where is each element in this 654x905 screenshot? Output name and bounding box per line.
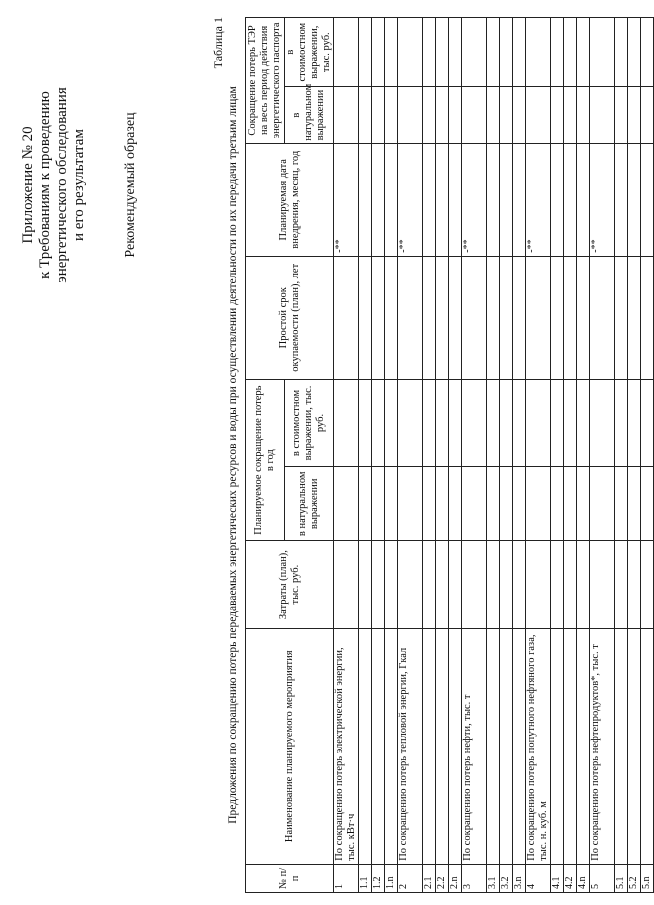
- row-planned-natural-cell: [564, 467, 577, 541]
- table-row: [398, 18, 423, 893]
- table-row: [526, 18, 551, 893]
- row-measure-name: [436, 628, 449, 864]
- row-payback-cell: [449, 256, 462, 379]
- column-header-planned-value: в стоимостном выражении, тыс. руб.: [285, 379, 334, 466]
- row-total-value-cell: [385, 18, 398, 87]
- row-measure-name: По сокращению потерь нефти, тыс. т: [462, 628, 487, 864]
- row-planned-natural-cell: [526, 467, 551, 541]
- row-cost-cell: [372, 541, 385, 628]
- row-number: 2.n: [449, 864, 462, 892]
- row-total-natural-cell: [551, 87, 564, 143]
- row-number: 4.2: [564, 864, 577, 892]
- row-total-natural-cell: [449, 87, 462, 143]
- row-planned-value-cell: [513, 379, 526, 466]
- recommended-sample-note: Рекомендуемый образец: [123, 112, 138, 258]
- row-payback-cell: [436, 256, 449, 379]
- table-row: [423, 18, 436, 893]
- row-cost-cell: [513, 541, 526, 628]
- row-cost-cell: [462, 541, 487, 628]
- row-payback-cell: [372, 256, 385, 379]
- row-total-natural-cell: [334, 87, 359, 143]
- row-date-cell: [513, 143, 526, 256]
- row-total-value-cell: [462, 18, 487, 87]
- row-date-cell: [551, 143, 564, 256]
- row-total-natural-cell: [500, 87, 513, 143]
- document-title: Предложения по сокращению потерь передаваемых энергетических ресурсов и воды при осуществлении деятельности по их передачи третьим лицам: [227, 86, 239, 824]
- row-cost-cell: [423, 541, 436, 628]
- row-total-natural-cell: [577, 87, 590, 143]
- row-planned-natural-cell: [372, 467, 385, 541]
- table-row: [436, 18, 449, 893]
- row-measure-name: [487, 628, 500, 864]
- row-cost-cell: [487, 541, 500, 628]
- row-date-cell: [628, 143, 641, 256]
- column-header-number: № п/п: [246, 864, 334, 892]
- row-payback-cell: [526, 256, 551, 379]
- row-total-value-cell: [590, 18, 615, 87]
- row-total-value-cell: [449, 18, 462, 87]
- row-planned-value-cell: [449, 379, 462, 466]
- row-total-value-cell: [372, 18, 385, 87]
- row-planned-natural-cell: [449, 467, 462, 541]
- row-planned-value-cell: [334, 379, 359, 466]
- column-header-planned-reduction: Планируемое сокращение потерь в год: [246, 379, 285, 541]
- row-date-cell: [423, 143, 436, 256]
- row-cost-cell: [641, 541, 654, 628]
- column-header-payback: Простой срок окупаемости (план), лет: [246, 256, 334, 379]
- row-number: 1.2: [372, 864, 385, 892]
- row-planned-value-cell: [590, 379, 615, 466]
- row-cost-cell: [385, 541, 398, 628]
- row-number: 1: [334, 864, 359, 892]
- row-total-natural-cell: [436, 87, 449, 143]
- row-planned-value-cell: [359, 379, 372, 466]
- row-measure-name: По сокращению потерь попутного нефтяного газа, тыс. н. куб. м: [526, 628, 551, 864]
- row-planned-natural-cell: [513, 467, 526, 541]
- row-planned-value-cell: [551, 379, 564, 466]
- row-total-natural-cell: [372, 87, 385, 143]
- row-date-cell: [449, 143, 462, 256]
- row-number: 4: [526, 864, 551, 892]
- row-measure-name: [628, 628, 641, 864]
- row-number: 3.1: [487, 864, 500, 892]
- row-measure-name: [500, 628, 513, 864]
- row-total-value-cell: [334, 18, 359, 87]
- row-cost-cell: [359, 541, 372, 628]
- row-date-cell: -**: [334, 143, 359, 256]
- row-cost-cell: [577, 541, 590, 628]
- row-payback-cell: [577, 256, 590, 379]
- row-payback-cell: [551, 256, 564, 379]
- row-total-natural-cell: [398, 87, 423, 143]
- row-planned-natural-cell: [641, 467, 654, 541]
- row-payback-cell: [487, 256, 500, 379]
- table-row: [615, 18, 628, 893]
- table-row: [359, 18, 372, 893]
- table-row: [628, 18, 641, 893]
- row-planned-value-cell: [615, 379, 628, 466]
- row-planned-value-cell: [385, 379, 398, 466]
- row-planned-natural-cell: [423, 467, 436, 541]
- row-number: 5: [590, 864, 615, 892]
- row-payback-cell: [628, 256, 641, 379]
- appendix-line: Приложение № 20: [20, 126, 36, 244]
- row-date-cell: [359, 143, 372, 256]
- table-body: [334, 18, 654, 893]
- row-payback-cell: [513, 256, 526, 379]
- row-planned-natural-cell: [551, 467, 564, 541]
- row-payback-cell: [359, 256, 372, 379]
- row-number: 3: [462, 864, 487, 892]
- table-row: [641, 18, 654, 893]
- table-row: [372, 18, 385, 893]
- column-header-name: Наименование планируемого мероприятия: [246, 628, 334, 864]
- row-total-natural-cell: [359, 87, 372, 143]
- row-total-value-cell: [628, 18, 641, 87]
- row-number: 5.1: [615, 864, 628, 892]
- appendix-line: и его результатам: [71, 129, 87, 241]
- row-total-value-cell: [577, 18, 590, 87]
- row-cost-cell: [398, 541, 423, 628]
- row-total-natural-cell: [628, 87, 641, 143]
- row-total-value-cell: [564, 18, 577, 87]
- row-date-cell: -**: [462, 143, 487, 256]
- row-number: 4.n: [577, 864, 590, 892]
- appendix-heading: [20, 35, 88, 335]
- row-total-value-cell: [500, 18, 513, 87]
- row-total-natural-cell: [385, 87, 398, 143]
- row-measure-name: [564, 628, 577, 864]
- row-planned-value-cell: [398, 379, 423, 466]
- row-measure-name: [359, 628, 372, 864]
- table-row: [590, 18, 615, 893]
- table-row: [577, 18, 590, 893]
- column-header-cost: Затраты (план), тыс. руб.: [246, 541, 334, 628]
- row-measure-name: [372, 628, 385, 864]
- row-measure-name: [385, 628, 398, 864]
- row-number: 4.1: [551, 864, 564, 892]
- row-date-cell: [372, 143, 385, 256]
- appendix-line: к Требованиям к проведению: [37, 91, 53, 279]
- row-cost-cell: [436, 541, 449, 628]
- row-cost-cell: [615, 541, 628, 628]
- table-row: [500, 18, 513, 893]
- table-row: [551, 18, 564, 893]
- row-date-cell: [564, 143, 577, 256]
- row-planned-value-cell: [628, 379, 641, 466]
- row-date-cell: -**: [398, 143, 423, 256]
- row-total-value-cell: [615, 18, 628, 87]
- row-planned-natural-cell: [436, 467, 449, 541]
- row-cost-cell: [628, 541, 641, 628]
- row-measure-name: [449, 628, 462, 864]
- row-planned-value-cell: [500, 379, 513, 466]
- row-measure-name: По сокращению потерь нефтепродуктов*, тыс. т: [590, 628, 615, 864]
- row-planned-natural-cell: [500, 467, 513, 541]
- row-date-cell: -**: [526, 143, 551, 256]
- row-total-natural-cell: [615, 87, 628, 143]
- column-header-planned-natural: в натуральном выражении: [285, 467, 334, 541]
- row-total-natural-cell: [590, 87, 615, 143]
- table-row: [564, 18, 577, 893]
- appendix-line: энергетического обследования: [54, 87, 70, 283]
- row-total-natural-cell: [487, 87, 500, 143]
- row-payback-cell: [500, 256, 513, 379]
- measures-table: [245, 17, 654, 893]
- row-planned-natural-cell: [577, 467, 590, 541]
- row-number: 1.1: [359, 864, 372, 892]
- row-payback-cell: [385, 256, 398, 379]
- table-row: [513, 18, 526, 893]
- table-row: [385, 18, 398, 893]
- row-payback-cell: [398, 256, 423, 379]
- row-number: 2: [398, 864, 423, 892]
- row-cost-cell: [590, 541, 615, 628]
- row-planned-natural-cell: [590, 467, 615, 541]
- row-total-value-cell: [526, 18, 551, 87]
- row-cost-cell: [500, 541, 513, 628]
- row-payback-cell: [615, 256, 628, 379]
- row-total-value-cell: [398, 18, 423, 87]
- row-total-value-cell: [423, 18, 436, 87]
- row-date-cell: -**: [590, 143, 615, 256]
- row-total-natural-cell: [564, 87, 577, 143]
- row-date-cell: [615, 143, 628, 256]
- row-date-cell: [385, 143, 398, 256]
- row-total-natural-cell: [526, 87, 551, 143]
- row-planned-natural-cell: [628, 467, 641, 541]
- row-cost-cell: [564, 541, 577, 628]
- row-number: 1.n: [385, 864, 398, 892]
- row-cost-cell: [334, 541, 359, 628]
- row-planned-value-cell: [526, 379, 551, 466]
- row-measure-name: [641, 628, 654, 864]
- row-total-value-cell: [436, 18, 449, 87]
- row-number: 3.n: [513, 864, 526, 892]
- row-total-natural-cell: [641, 87, 654, 143]
- row-planned-natural-cell: [615, 467, 628, 541]
- row-planned-natural-cell: [462, 467, 487, 541]
- column-header-total-natural: в натуральном выражении: [285, 87, 334, 143]
- row-number: 3.2: [500, 864, 513, 892]
- row-planned-natural-cell: [385, 467, 398, 541]
- row-payback-cell: [462, 256, 487, 379]
- row-planned-value-cell: [436, 379, 449, 466]
- row-payback-cell: [334, 256, 359, 379]
- row-planned-value-cell: [564, 379, 577, 466]
- row-cost-cell: [551, 541, 564, 628]
- row-measure-name: [423, 628, 436, 864]
- row-planned-natural-cell: [398, 467, 423, 541]
- row-date-cell: [500, 143, 513, 256]
- row-total-value-cell: [513, 18, 526, 87]
- row-payback-cell: [423, 256, 436, 379]
- row-date-cell: [487, 143, 500, 256]
- column-header-date: Планируемая дата внедрения, месяц, год: [246, 143, 334, 256]
- row-number: 5.n: [641, 864, 654, 892]
- row-planned-value-cell: [423, 379, 436, 466]
- row-payback-cell: [590, 256, 615, 379]
- row-payback-cell: [641, 256, 654, 379]
- row-planned-natural-cell: [359, 467, 372, 541]
- row-measure-name: [615, 628, 628, 864]
- column-header-total-reduction: Сокращение потерь ТЭР на весь период действия энергетического паспорта: [246, 18, 285, 144]
- column-header-total-value: в стоимостном выражении, тыс. руб.: [285, 18, 334, 87]
- table-row: [449, 18, 462, 893]
- row-planned-value-cell: [372, 379, 385, 466]
- row-planned-value-cell: [641, 379, 654, 466]
- row-total-value-cell: [551, 18, 564, 87]
- row-total-natural-cell: [423, 87, 436, 143]
- row-date-cell: [577, 143, 590, 256]
- table-row: [487, 18, 500, 893]
- row-measure-name: По сокращению потерь тепловой энергии, Гкал: [398, 628, 423, 864]
- row-total-natural-cell: [462, 87, 487, 143]
- table-row: [334, 18, 359, 893]
- row-planned-value-cell: [462, 379, 487, 466]
- row-total-value-cell: [641, 18, 654, 87]
- row-planned-natural-cell: [487, 467, 500, 541]
- row-total-value-cell: [487, 18, 500, 87]
- row-measure-name: [577, 628, 590, 864]
- row-number: 2.2: [436, 864, 449, 892]
- row-measure-name: По сокращению потерь электрической энергии, тыс. кВт·ч: [334, 628, 359, 864]
- table-label: Таблица 1: [211, 17, 225, 69]
- row-planned-value-cell: [487, 379, 500, 466]
- row-number: 5.2: [628, 864, 641, 892]
- row-total-value-cell: [359, 18, 372, 87]
- row-total-natural-cell: [513, 87, 526, 143]
- table-row: [462, 18, 487, 893]
- row-measure-name: [551, 628, 564, 864]
- row-number: 2.1: [423, 864, 436, 892]
- row-cost-cell: [526, 541, 551, 628]
- row-measure-name: [513, 628, 526, 864]
- row-planned-natural-cell: [334, 467, 359, 541]
- row-payback-cell: [564, 256, 577, 379]
- row-date-cell: [641, 143, 654, 256]
- row-date-cell: [436, 143, 449, 256]
- row-planned-value-cell: [577, 379, 590, 466]
- row-cost-cell: [449, 541, 462, 628]
